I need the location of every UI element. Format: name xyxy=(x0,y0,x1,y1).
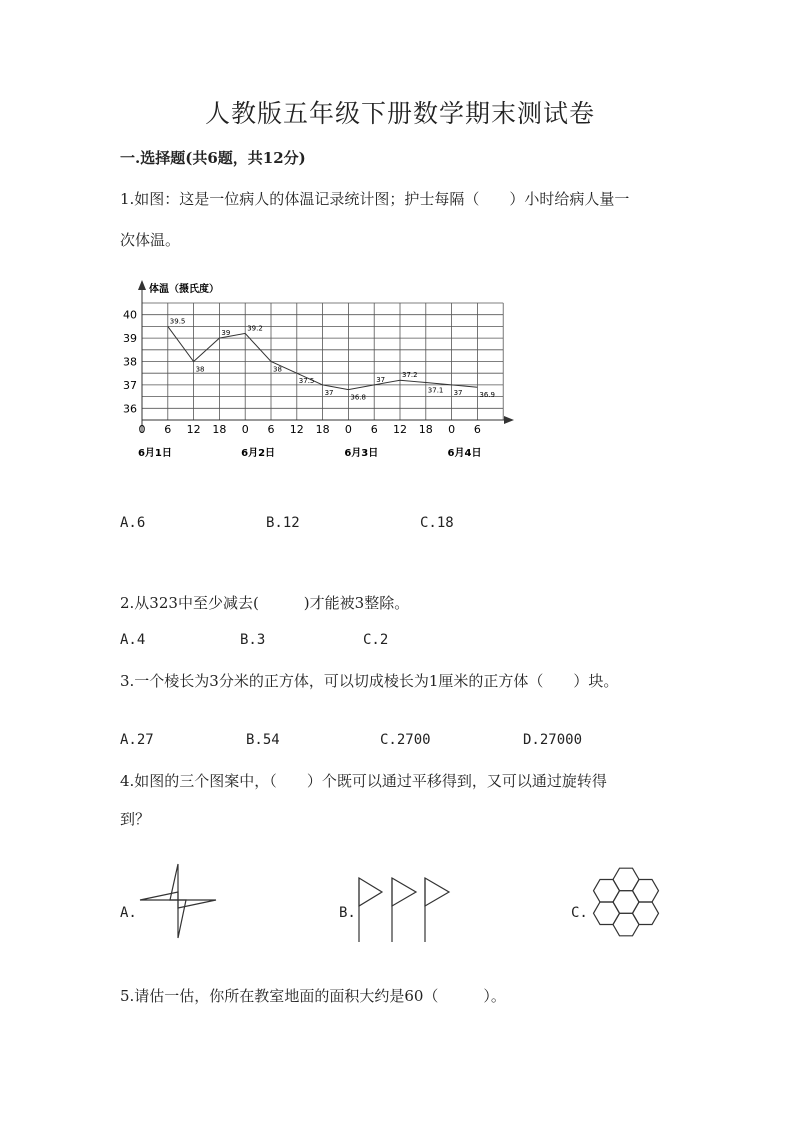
x-tick-label: 6 xyxy=(164,423,172,436)
x-tick-label: 18 xyxy=(212,423,227,436)
x-tick-label: 0 xyxy=(344,423,352,436)
point-label: 39.2 xyxy=(247,324,263,333)
y-tick-label: 40 xyxy=(123,308,137,322)
x-tick-label: 12 xyxy=(393,423,407,436)
x-tick-label: 0 xyxy=(241,423,249,436)
y-tick-label: 36 xyxy=(123,402,137,416)
question-3-option-a[interactable]: A.27 xyxy=(120,732,154,748)
question-3-line1: 3.一个棱长为3分米的正方体，可以切成棱长为1厘米的正方体（ ）块。 xyxy=(120,672,619,690)
question-5-line1: 5.请估一估，你所在教室地面的面积大约是60（ ）。 xyxy=(120,987,506,1005)
question-4-option-a[interactable]: A. xyxy=(120,905,137,921)
page-title: 人教版五年级下册数学期末测试卷 xyxy=(204,99,595,128)
question-1-line1: 1.如图：这是一位病人的体温记录统计图；护士每隔（ ）小时给病人量一 xyxy=(120,190,630,208)
x-tick-label: 18 xyxy=(418,423,433,436)
point-label: 36.8 xyxy=(350,393,366,402)
x-tick-label: 12 xyxy=(289,423,304,436)
point-label: 37.5 xyxy=(298,377,315,386)
x-tick-label: 18 xyxy=(315,423,330,436)
question-2-option-c[interactable]: C.2 xyxy=(363,632,389,648)
day-label: 6月2日 xyxy=(241,448,276,459)
temperature-line-chart xyxy=(120,270,540,470)
hexagon-cell xyxy=(594,880,620,903)
day-label: 6月3日 xyxy=(344,448,379,459)
point-label: 39.5 xyxy=(169,317,186,326)
x-tick-label: 6 xyxy=(473,423,481,436)
section-heading: 一.选择题(共6题，共12分) xyxy=(120,149,306,167)
question-2-option-b[interactable]: B.3 xyxy=(240,632,266,648)
question-1-option-c[interactable]: C.18 xyxy=(420,515,454,531)
point-label: 37 xyxy=(453,388,463,397)
hexagon-cell xyxy=(594,902,620,925)
point-label: 37 xyxy=(324,388,334,397)
question-3-option-b[interactable]: B.54 xyxy=(246,732,280,748)
y-tick-label: 37 xyxy=(123,378,137,392)
y-tick-label: 38 xyxy=(123,355,137,369)
x-tick-label: 0 xyxy=(448,423,456,436)
question-3-option-d[interactable]: D.27000 xyxy=(523,732,583,748)
question-1-option-b[interactable]: B.12 xyxy=(266,515,300,531)
hexagon-flower-icon xyxy=(585,860,667,946)
chart-grid xyxy=(142,303,503,420)
point-label: 37.1 xyxy=(427,386,444,395)
day-label: 6月1日 xyxy=(137,448,172,459)
point-label: 37 xyxy=(376,375,386,384)
point-label: 37.2 xyxy=(402,371,418,380)
x-tick-label: 0 xyxy=(138,423,146,436)
x-tick-label: 6 xyxy=(370,423,378,436)
x-tick-label: 12 xyxy=(186,423,201,436)
question-4-option-c[interactable]: C. xyxy=(571,905,588,921)
hexagon-cell xyxy=(633,880,659,903)
pinwheel-icon xyxy=(138,862,220,942)
chart-y-axis-arrow xyxy=(138,280,146,290)
hexagon-cell xyxy=(633,902,659,925)
chart-x-axis-arrow xyxy=(504,416,514,424)
question-4-line2: 到？ xyxy=(120,810,151,828)
day-label: 6月4日 xyxy=(447,448,482,459)
question-1-line2: 次体温。 xyxy=(120,231,181,249)
question-4-line1: 4.如图的三个图案中，（ ）个既可以通过平移得到，又可以通过旋转得 xyxy=(120,772,607,790)
point-label: 38 xyxy=(273,365,282,374)
y-tick-label: 39 xyxy=(123,332,137,346)
point-label: 36.9 xyxy=(479,391,495,400)
question-1-option-a[interactable]: A.6 xyxy=(120,515,146,531)
chart-title: 体温（摄氏度） xyxy=(149,284,219,295)
question-2-option-a[interactable]: A.4 xyxy=(120,632,146,648)
x-tick-label: 6 xyxy=(267,423,275,436)
three-flags-icon xyxy=(352,870,462,946)
question-3-option-c[interactable]: C.2700 xyxy=(380,732,431,748)
point-label: 39 xyxy=(221,329,231,338)
question-4-option-b[interactable]: B. xyxy=(339,905,356,921)
question-2-line1: 2.从323中至少减去( )才能被3整除。 xyxy=(120,594,410,612)
point-label: 38 xyxy=(195,365,205,374)
